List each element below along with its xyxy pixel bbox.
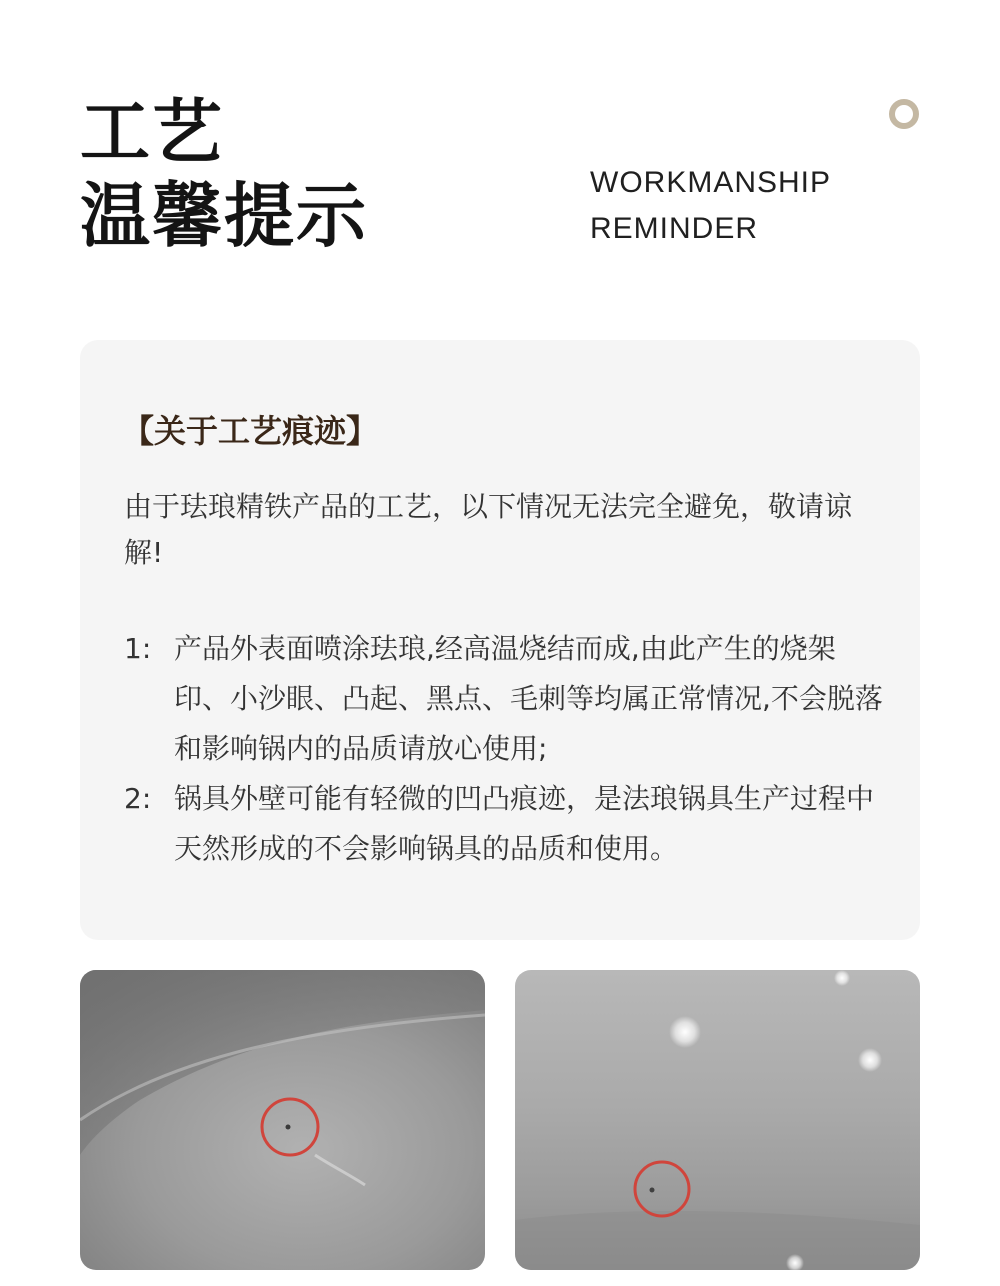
english-subtitle <box>590 160 831 252</box>
card-heading: 【关于工艺痕迹】 <box>122 412 379 450</box>
surface-photo-left-image <box>80 970 485 1270</box>
list-item-text: 产品外表面喷涂珐琅,经高温烧结而成,由此产生的烧架印、小沙眼、凸起、黑点、毛刺等均属正常情况,不会脱落和影响锅内的品质请放心使用; <box>174 632 883 765</box>
card-intro: 由于珐琅精铁产品的工艺，以下情况无法完全避免，敬请谅解! <box>124 490 853 569</box>
surface-photo-left <box>80 970 485 1270</box>
list-item <box>124 774 884 874</box>
ring-icon <box>889 99 919 129</box>
list-item-text: 锅具外壁可能有轻微的凹凸痕迹，是法琅锅具生产过程中天然形成的不会影响锅具的品质和使用。 <box>174 782 875 865</box>
english-subtitle-line2: REMINDER <box>590 212 759 245</box>
surface-photo-right-image <box>515 970 920 1270</box>
title-line-reminder: 温馨提示 <box>80 175 368 257</box>
reminder-card <box>80 340 920 940</box>
english-subtitle-line1: WORKMANSHIP <box>590 166 832 199</box>
list-item <box>124 624 884 774</box>
page-title <box>80 90 368 258</box>
list-item-number: 2: <box>124 782 152 815</box>
surface-photo-right <box>515 970 920 1270</box>
list-item-number: 1: <box>124 632 152 665</box>
title-line-craft: 工艺 <box>80 91 224 173</box>
